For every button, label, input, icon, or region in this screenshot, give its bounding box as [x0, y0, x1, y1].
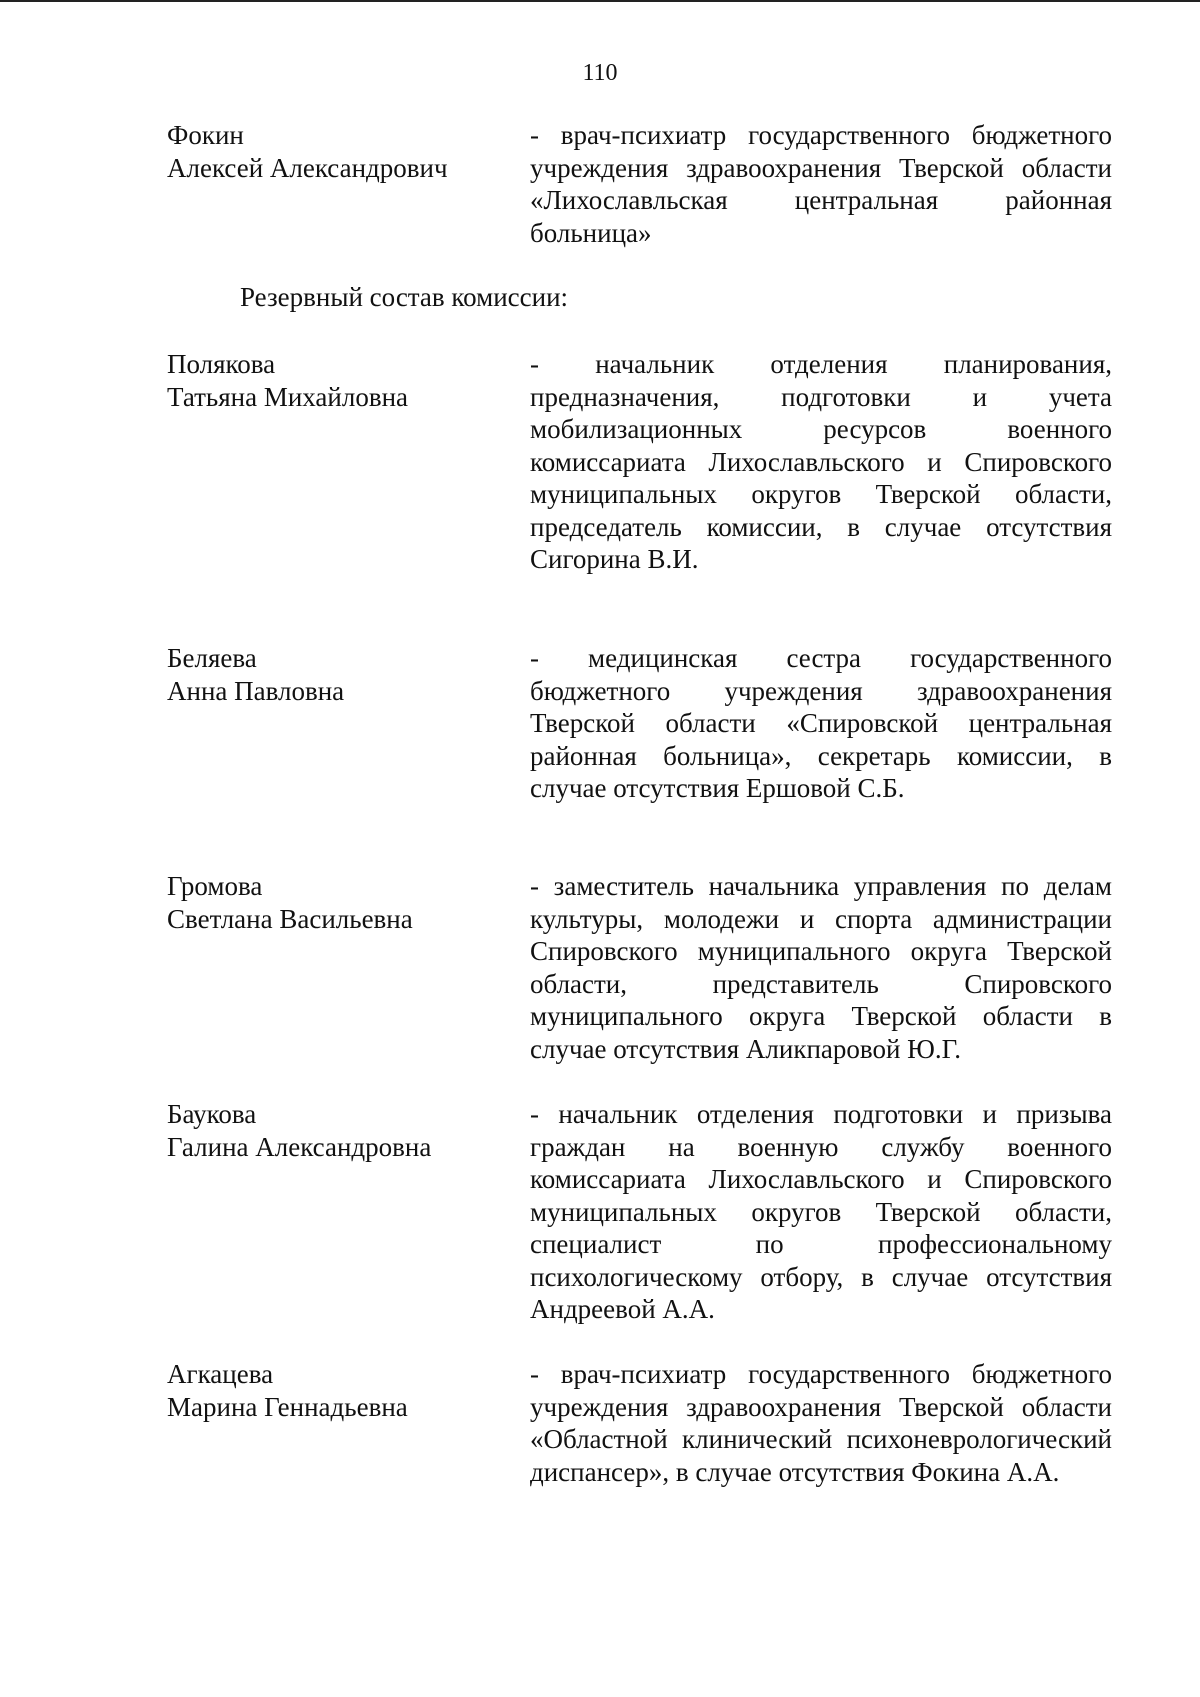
member-name	[167, 1358, 497, 1423]
member-surname: Полякова	[167, 349, 276, 379]
member-surname: Громова	[167, 871, 263, 901]
member-position: - начальник отделения планирования, предназначения, подготовки и учета мобилизационных ресурсов военного комиссариата Лихославльского и Спировского муниципальных округов Тверской области, председатель комиссии, в случае отсутствия Сигорина В.И.	[530, 349, 1112, 574]
member-given-names: Алексей Александрович	[167, 152, 448, 183]
member-given-names: Марина Геннадьевна	[167, 1391, 408, 1422]
member-name	[167, 348, 497, 413]
member-surname: Беляева	[167, 643, 257, 673]
member-surname: Агкацева	[167, 1359, 274, 1389]
member-given-names: Галина Александровна	[167, 1131, 432, 1162]
member-position: - врач-психиатр государственного бюджетного учреждения здравоохранения Тверской области «Областной клинический психоневрологический диспансер», в случае отсутствия Фокина А.А.	[530, 1359, 1112, 1487]
member-surname: Баукова	[167, 1099, 257, 1129]
member-given-names: Татьяна Михайловна	[167, 381, 409, 412]
member-position: - заместитель начальника управления по делам культуры, молодежи и спорта администрации Спировского муниципального округа Тверской области, представитель Спировского муниципального округа Тверской области в случае отсутствия Аликпаровой Ю.Г.	[530, 871, 1112, 1064]
member-given-names: Анна Павловна	[167, 675, 345, 706]
reserve-section-heading: Резервный состав комиссии:	[240, 282, 569, 312]
member-position: - врач-психиатр государственного бюджетного учреждения здравоохранения Тверской области «Лихославльская центральная районная больница»	[530, 120, 1112, 248]
member-name	[167, 870, 497, 935]
page-number: 110	[582, 60, 618, 86]
member-surname: Фокин	[167, 120, 244, 150]
member-position: - медицинская сестра государственного бюджетного учреждения здравоохранения Тверской области «Спировской центральная районная больница», секретарь комиссии, в случае отсутствия Ершовой С.Б.	[530, 643, 1112, 803]
member-name	[167, 642, 497, 707]
member-position: - начальник отделения подготовки и призыва граждан на военную службу военного комиссариата Лихославльского и Спировского муниципальных округов Тверской области, специалист по профессиональному психологическому отбору, в случае отсутствия Андреевой А.А.	[530, 1099, 1112, 1324]
member-name	[167, 119, 497, 184]
member-given-names: Светлана Васильевна	[167, 903, 413, 934]
member-name	[167, 1098, 497, 1163]
